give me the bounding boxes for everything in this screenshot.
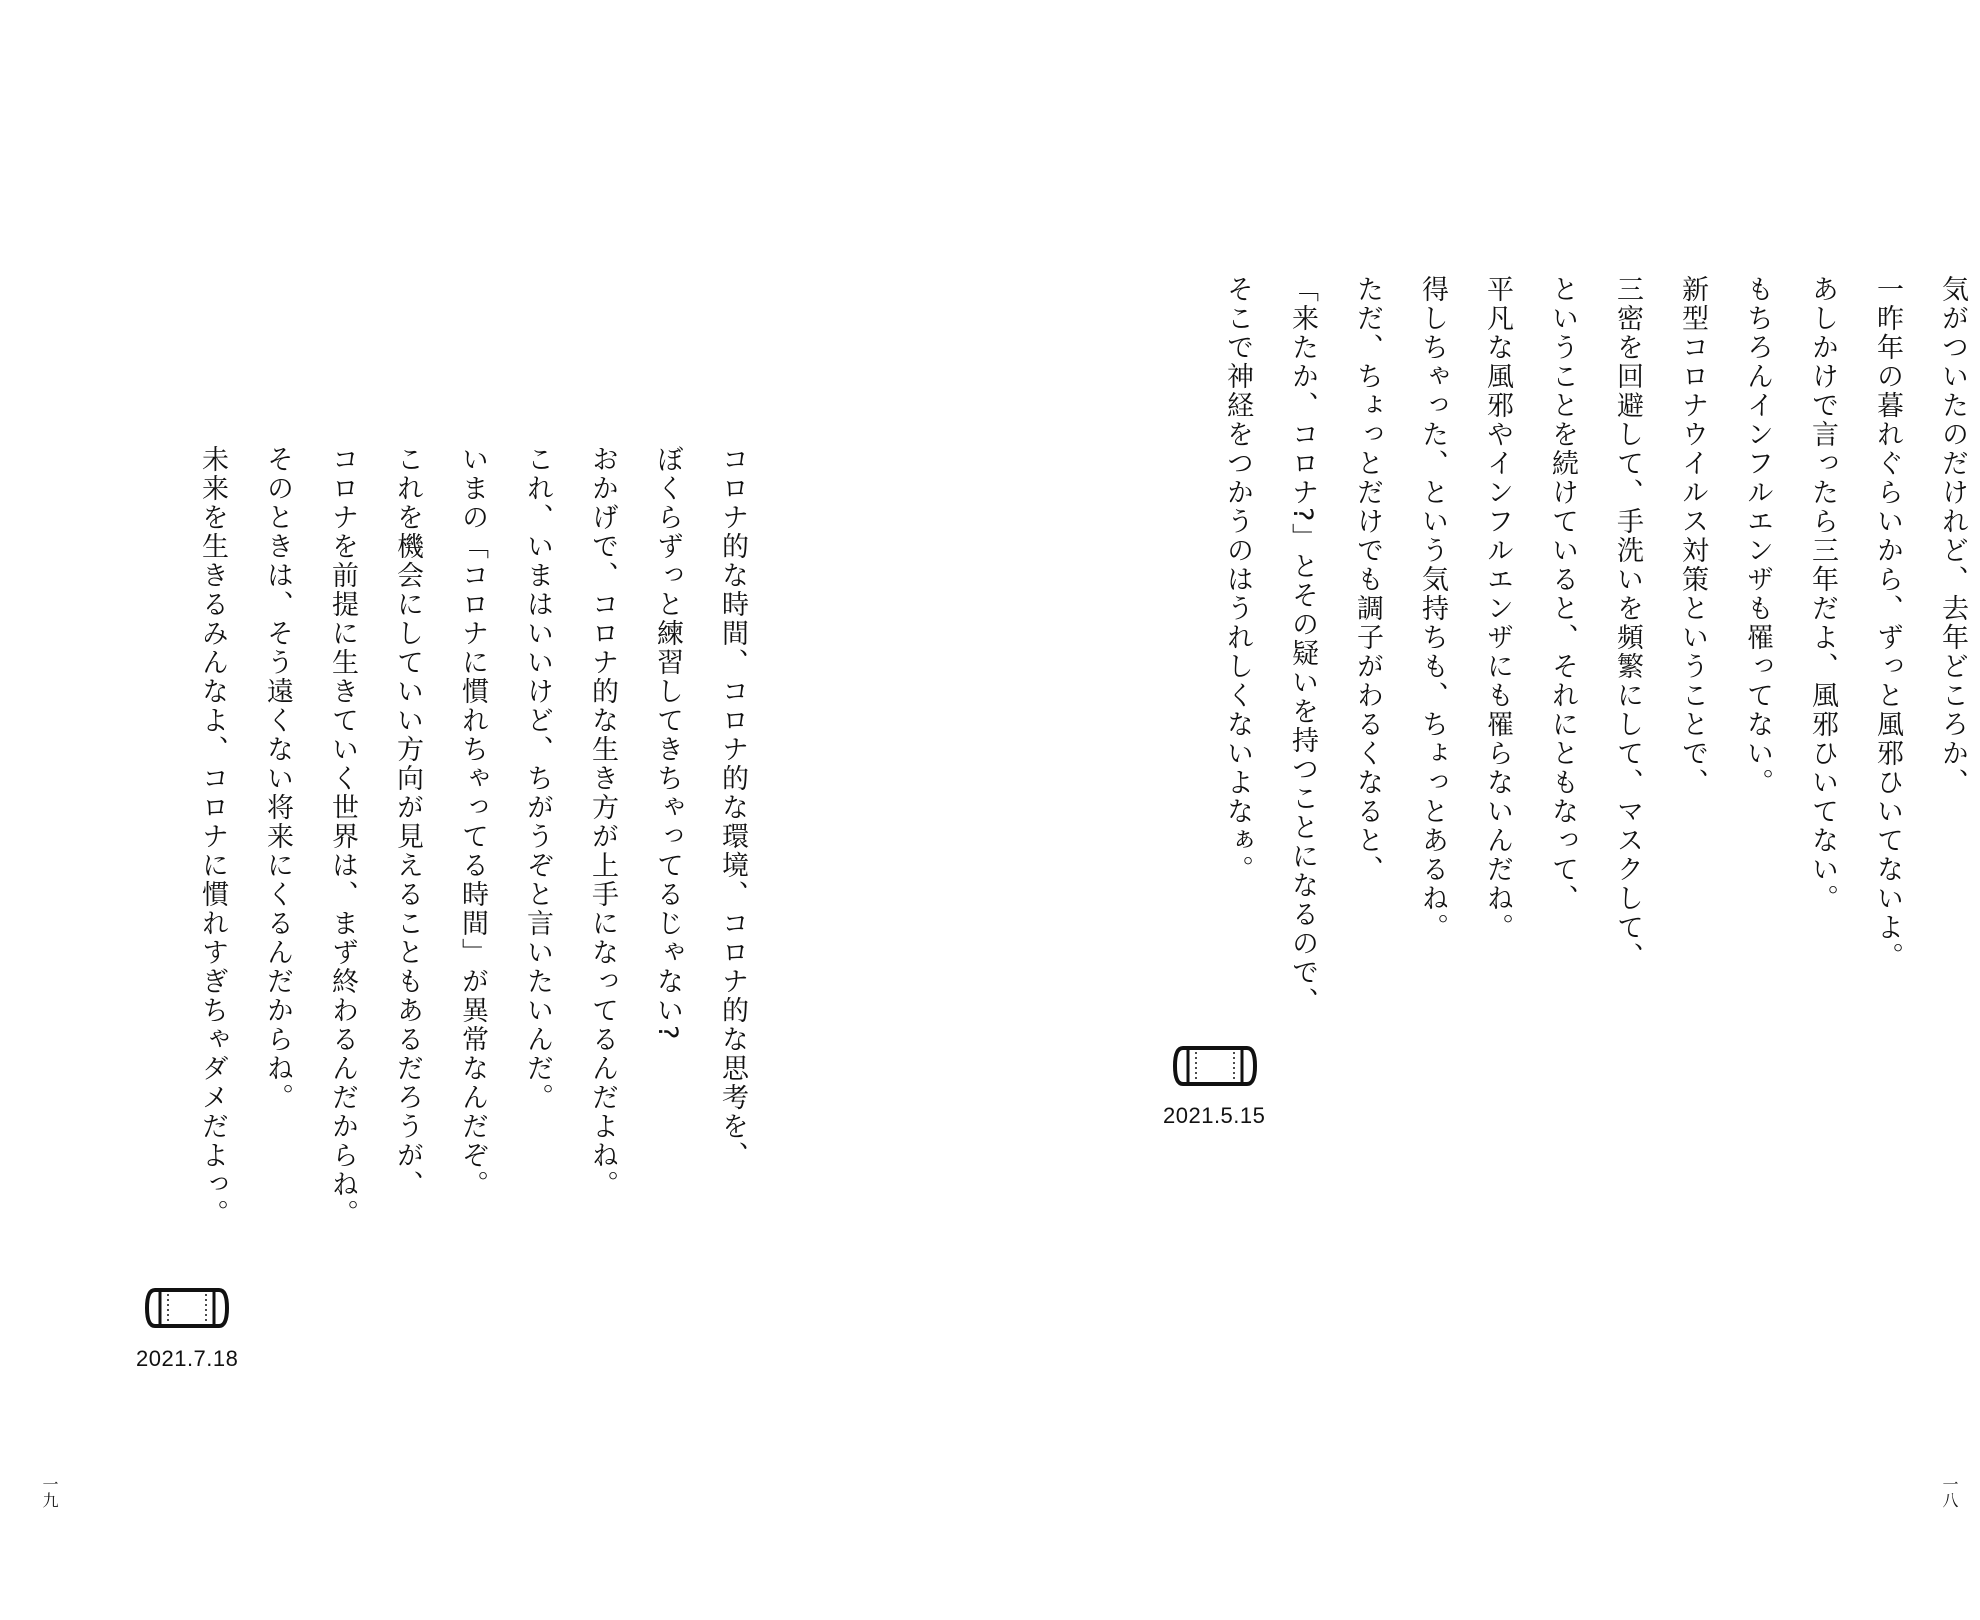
text-line: これ、いまはいいけど、ちがうぞと言いたいんだ。 [522,445,553,1112]
text-line: もちろんインフルエンザも罹ってない。 [1742,275,1773,797]
text-line: 得しちゃった、という気持ちも、ちょっとあるね。 [1417,275,1448,942]
text-line: 気がついたのだけれど、去年どころか、 [1937,275,1968,797]
text-line: おかげで、コロナ的な生き方が上手になってるんだよね。 [587,445,618,1199]
text-line: これを機会にしていい方向が見えることもあるだろうが、 [392,445,423,1199]
text-line: 三密を回避して、手洗いを頻繁にして、マスクして、 [1612,275,1643,971]
text-line: 未来を生きるみんなよ、コロナに慣れすぎちゃダメだよっ。 [197,445,228,1228]
page-number: 一九 [40,1476,59,1508]
page-number: 一八 [1940,1476,1959,1508]
text-line: 「来たか、コロナ?」とその疑いを持つことになるので、 [1287,275,1318,1017]
face-mask-icon [145,1286,229,1330]
text-line: あしかけで言ったら三年だよ、風邪ひいてない。 [1807,275,1838,913]
text-line: ということを続けていると、それにともなって、 [1547,275,1578,913]
entry-date: 2021.5.15 [1163,1103,1266,1128]
right-page [990,0,1980,1620]
text-line: そこで神経をつかうのはうれしくないよなぁ。 [1222,275,1253,884]
text-line: コロナを前提に生きていく世界は、まず終わるんだからね。 [327,445,358,1228]
text-line: ただ、ちょっとだけでも調子がわるくなると、 [1352,275,1383,884]
text-line: 平凡な風邪やインフルエンザにも罹らないんだね。 [1482,275,1513,942]
text-line: コロナ的な時間、コロナ的な環境、コロナ的な思考を、 [717,445,748,1170]
entry-text [1205,275,1980,1035]
entry-date: 2021.7.18 [136,1346,239,1371]
face-mask-icon [1173,1044,1257,1088]
text-line: 一昨年の暮れぐらいから、ずっと風邪ひいてないよ。 [1872,275,1903,971]
text-line: いまの「コロナに慣れちゃってる時間」が異常なんだぞ。 [457,445,488,1199]
text-line: ぼくらずっと練習してきちゃってるじゃない? [652,445,683,1042]
entry-text [180,445,765,1275]
text-line: そのときは、そう遠くない将来にくるんだからね。 [262,445,293,1112]
text-line: 新型コロナウイルス対策ということで、 [1677,275,1708,797]
